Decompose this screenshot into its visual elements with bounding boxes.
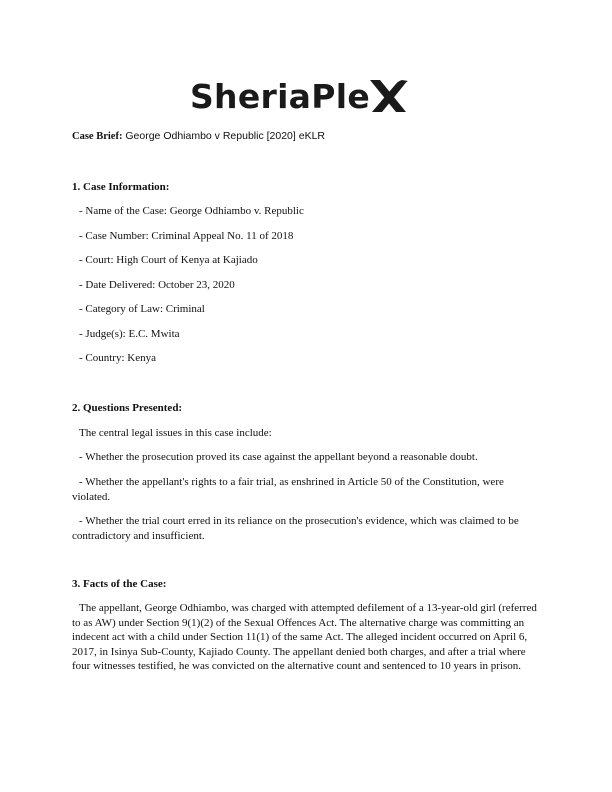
logo-wordmark	[190, 77, 408, 116]
question-1: - Whether the prosecution proved its case against the appellant beyond a reasonable doubt.	[79, 451, 478, 463]
questions-intro: The central legal issues in this case include:	[79, 427, 272, 439]
case-info-number: - Case Number: Criminal Appeal No. 11 of 2018	[79, 230, 294, 242]
case-info-country: - Country: Kenya	[79, 352, 156, 364]
case-info-category: - Category of Law: Criminal	[79, 303, 205, 315]
logo-text: SheriaPle	[189, 76, 371, 116]
case-brief-label: Case Brief:	[72, 131, 123, 142]
case-info-name: - Name of the Case: George Odhiambo v. Republic	[79, 205, 304, 217]
case-info-date: - Date Delivered: October 23, 2020	[79, 279, 235, 291]
question-3: - Whether the trial court erred in its reliance on the prosecution's evidence, which was claimed to be contradictory and insufficient.	[72, 515, 519, 542]
question-2: - Whether the appellant's rights to a fair trial, as enshrined in Article 50 of the Constitution, were violated.	[72, 476, 504, 503]
sheriaplex-logo	[0, 72, 612, 120]
case-brief-title	[72, 130, 325, 142]
section-heading-questions: 2. Questions Presented:	[72, 402, 183, 414]
section-heading-facts: 3. Facts of the Case:	[72, 578, 167, 590]
facts-paragraph: The appellant, George Odhiambo, was charged with attempted defilement of a 13-year-old girl (referred to as AW) under Section 9(1)(2) of the Sexual Offences Act. The alternative charge was committing an indecent act with a child under Section 11(1) of the same Act. The alleged incident occurred on April 6, 2017, in Isinya Sub-County, Kajiado County. The appellant denied both charges, and after a trial where four witnesses testified, he was convicted on the alternative count and sentenced to 10 years in prison.	[72, 602, 537, 673]
case-info-judges: - Judge(s): E.C. Mwita	[79, 328, 180, 340]
case-brief-name: George Odhiambo v Republic [2020] eKLR	[125, 130, 325, 142]
x-mark-icon	[368, 77, 408, 115]
case-info-court: - Court: High Court of Kenya at Kajiado	[79, 254, 258, 266]
section-heading-case-information: 1. Case Information:	[72, 181, 170, 193]
